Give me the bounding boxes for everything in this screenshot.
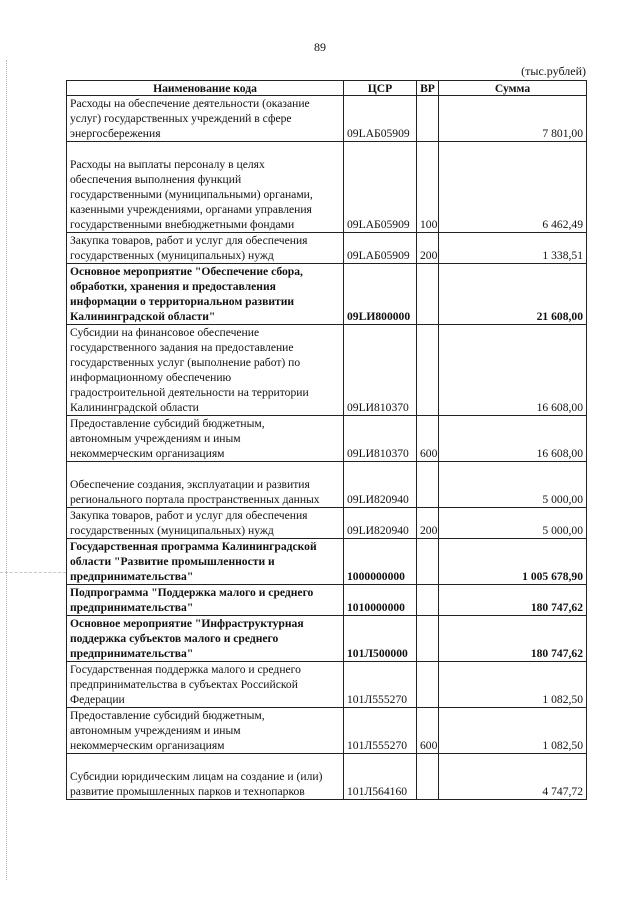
table-row (67, 325, 587, 416)
cell-name-line (70, 754, 340, 769)
cell-name (67, 325, 344, 416)
cell-name-line: государственными внебюджетными фондами (70, 218, 295, 231)
cell-csr: 09LАБ05909 (344, 96, 417, 142)
cell-name-line: Подпрограмма "Поддержка малого и среднего (70, 586, 314, 599)
cell-name-line: Расходы на обеспечение деятельности (оказание (70, 97, 310, 110)
cell-vr (417, 96, 439, 142)
cell-name-line: казенными учреждениями, органами управления (70, 203, 312, 216)
scan-edge-marks (6, 60, 9, 880)
cell-name-line: Федерации (70, 693, 125, 706)
cell-name-line: энергосбережения (70, 127, 161, 140)
table-row (67, 616, 587, 662)
cell-sum: 16 608,00 (439, 325, 587, 416)
cell-vr (417, 616, 439, 662)
table-row (67, 416, 587, 462)
cell-name-line: Калининградской области (70, 401, 199, 414)
cell-name-line: градостроительной деятельности на территории (70, 386, 309, 399)
cell-sum: 1 082,50 (439, 708, 587, 754)
cell-name (67, 754, 344, 800)
cell-name-line: области "Развитие промышленности и (70, 555, 275, 568)
cell-name-line: государственных (муниципальных) нужд (70, 524, 274, 537)
cell-csr: 101Л555270 (344, 708, 417, 754)
cell-name-line: Субсидии юридическим лицам на создание и (или) (70, 770, 323, 783)
cell-vr (417, 754, 439, 800)
cell-vr (417, 585, 439, 616)
table-body (67, 96, 587, 800)
budget-table (66, 80, 587, 800)
cell-vr (417, 325, 439, 416)
cell-name-line: Субсидии на финансовое обеспечение (70, 326, 260, 339)
cell-csr: 09LИ810370 (344, 325, 417, 416)
cell-vr (417, 662, 439, 708)
table-row (67, 508, 587, 539)
cell-sum: 180 747,62 (439, 585, 587, 616)
header-name: Наименование кода (67, 81, 344, 96)
cell-name (67, 416, 344, 462)
cell-name (67, 462, 344, 508)
cell-vr (417, 462, 439, 508)
cell-name-line: предпринимательства в субъектах Российской (70, 678, 298, 691)
cell-csr: 1010000000 (344, 585, 417, 616)
table-row (67, 585, 587, 616)
cell-csr: 101Л564160 (344, 754, 417, 800)
cell-name-line: обеспечения выполнения функций (70, 173, 242, 186)
cell-sum: 5 000,00 (439, 508, 587, 539)
cell-vr (417, 264, 439, 325)
cell-name-line: информации о территориальном развитии (70, 295, 295, 308)
cell-name (67, 142, 344, 233)
cell-name-line: автономным учреждениям и иным (70, 432, 241, 445)
table-row (67, 233, 587, 264)
cell-sum: 4 747,72 (439, 754, 587, 800)
cell-name (67, 233, 344, 264)
cell-sum: 7 801,00 (439, 96, 587, 142)
cell-sum: 6 462,49 (439, 142, 587, 233)
header-csr: ЦСР (344, 81, 417, 96)
cell-name-line: автономным учреждениям и иным (70, 724, 241, 737)
cell-name-line: некоммерческим организациям (70, 739, 225, 752)
cell-name-line: Государственная программа Калининградской (70, 540, 317, 553)
cell-name-line: предпринимательства" (70, 601, 194, 614)
table-row (67, 754, 587, 800)
cell-vr (417, 539, 439, 585)
cell-name-line (70, 142, 340, 157)
cell-name-line: развитие промышленных парков и технопарков (70, 785, 305, 798)
cell-csr: 09LИ810370 (344, 416, 417, 462)
cell-name-line: предпринимательства" (70, 647, 194, 660)
cell-name (67, 662, 344, 708)
cell-vr: 600 (417, 416, 439, 462)
cell-csr: 09LАБ05909 (344, 233, 417, 264)
cell-name-line: Основное мероприятие "Обеспечение сбора, (70, 265, 303, 278)
cell-csr: 09LАБ05909 (344, 142, 417, 233)
scan-dash-line (0, 572, 66, 573)
cell-name-line: обработки, хранения и предоставления (70, 280, 276, 293)
cell-csr: 1000000000 (344, 539, 417, 585)
cell-name-line: государственных (муниципальных) нужд (70, 249, 274, 262)
cell-name-line: Основное мероприятие "Инфраструктурная (70, 617, 304, 630)
table-row (67, 96, 587, 142)
cell-name-line: Предоставление субсидий бюджетным, (70, 709, 265, 722)
cell-csr: 101Л555270 (344, 662, 417, 708)
cell-vr: 100 (417, 142, 439, 233)
cell-name-line: Государственная поддержка малого и среднего (70, 663, 301, 676)
cell-name-line: государственного задания на предоставление (70, 341, 294, 354)
page-number: 89 (314, 40, 326, 54)
cell-csr: 09LИ820940 (344, 508, 417, 539)
cell-name-line: поддержка субъектов малого и среднего (70, 632, 279, 645)
cell-name-line (70, 462, 340, 477)
cell-csr: 09LИ820940 (344, 462, 417, 508)
cell-csr: 09LИ800000 (344, 264, 417, 325)
cell-name-line: регионального портала пространственных данных (70, 493, 320, 506)
cell-sum: 1 338,51 (439, 233, 587, 264)
cell-sum: 180 747,62 (439, 616, 587, 662)
cell-csr: 101Л500000 (344, 616, 417, 662)
cell-vr: 600 (417, 708, 439, 754)
header-vr: ВР (417, 81, 439, 96)
cell-name-line: государственными (муниципальными) органами, (70, 188, 313, 201)
cell-name-line: информационному обеспечению (70, 371, 232, 384)
table-row (67, 662, 587, 708)
cell-sum: 21 608,00 (439, 264, 587, 325)
cell-name (67, 539, 344, 585)
table-row (67, 142, 587, 233)
cell-name (67, 585, 344, 616)
unit-note: (тыс.рублей) (521, 64, 586, 78)
cell-name-line: предпринимательства" (70, 570, 194, 583)
cell-name (67, 264, 344, 325)
cell-name-line: государственных услуг (выполнение работ) по (70, 356, 301, 369)
cell-name-line: Закупка товаров, работ и услуг для обеспечения (70, 509, 308, 522)
cell-sum: 16 608,00 (439, 416, 587, 462)
cell-name-line: Обеспечение создания, эксплуатации и развития (70, 478, 310, 491)
cell-name-line: Предоставление субсидий бюджетным, (70, 417, 265, 430)
header-sum: Сумма (439, 81, 587, 96)
cell-name-line: Калининградской области" (70, 310, 216, 323)
table-row (67, 264, 587, 325)
cell-sum: 1 082,50 (439, 662, 587, 708)
cell-name-line: Закупка товаров, работ и услуг для обеспечения (70, 234, 308, 247)
cell-name-line: услуг) государственных учреждений в сфере (70, 112, 292, 125)
table-row (67, 462, 587, 508)
cell-sum: 5 000,00 (439, 462, 587, 508)
table-row (67, 539, 587, 585)
cell-name-line: некоммерческим организациям (70, 447, 225, 460)
cell-sum: 1 005 678,90 (439, 539, 587, 585)
table-header-row (67, 81, 587, 96)
cell-vr: 200 (417, 233, 439, 264)
cell-name (67, 508, 344, 539)
cell-name (67, 96, 344, 142)
cell-name-line: Расходы на выплаты персоналу в целях (70, 158, 265, 171)
table-row (67, 708, 587, 754)
cell-vr: 200 (417, 508, 439, 539)
cell-name (67, 616, 344, 662)
cell-name (67, 708, 344, 754)
